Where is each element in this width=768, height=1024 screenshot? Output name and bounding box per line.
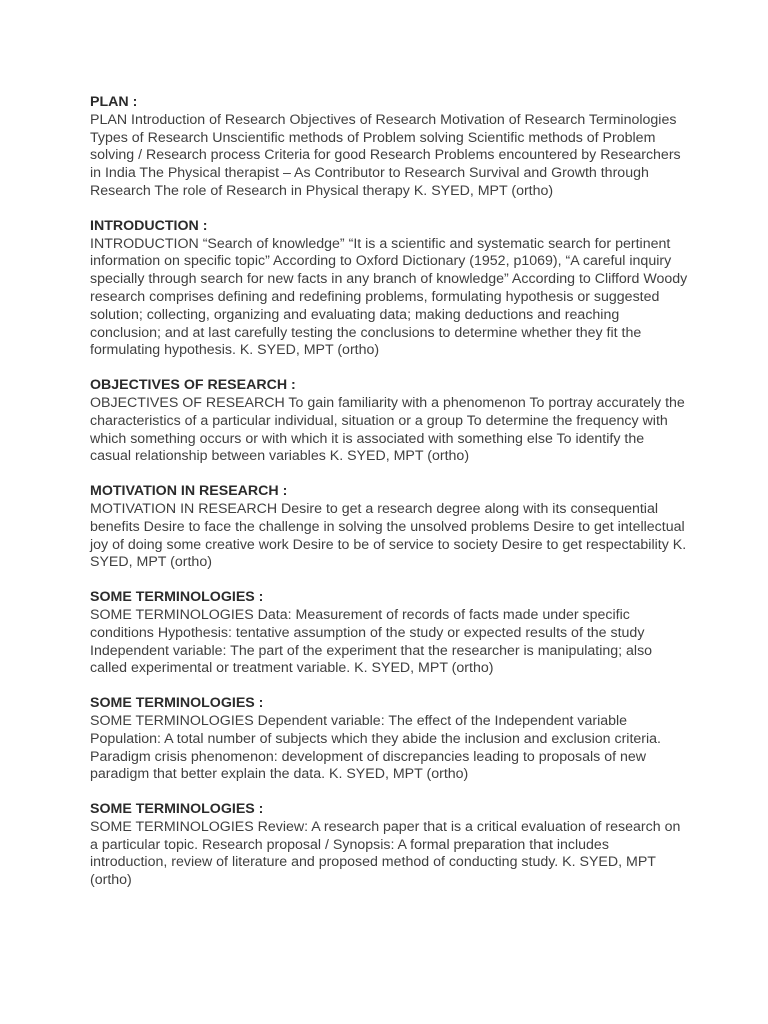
section-heading: SOME TERMINOLOGIES : <box>90 801 264 818</box>
section-heading: SOME TERMINOLOGIES : <box>90 589 264 606</box>
section-objectives <box>90 377 688 466</box>
section-terminologies-1 <box>90 589 688 678</box>
section-terminologies-2 <box>90 695 688 784</box>
section-heading: INTRODUCTION : <box>90 217 208 234</box>
section-heading: SOME TERMINOLOGIES : <box>90 695 264 712</box>
section-body: SOME TERMINOLOGIES Review: A research paper that is a critical evaluation of research on a particular topic. Research proposal / Synopsis: A formal preparation that includes introduction, review of literature and proposed method of conducting study. K. SYED, MPT (ortho) <box>90 818 681 889</box>
section-body: SOME TERMINOLOGIES Data: Measurement of records of facts made under specific conditions Hypothesis: tentative assumption of the study or expected results of the study Independent variable: The part of the experiment that the researcher is manipulating; also called experimental or treatment variable. K. SYED, MPT (ortho) <box>90 606 653 677</box>
section-body: PLAN Introduction of Research Objectives of Research Motivation of Research Terminologies Types of Research Unscientific methods of Problem solving Scientific methods of Problem solving / Research process Criteria for good Research Problems encountered by Researchers in India The Physical therapist – As Contributor to Research Survival and Growth through Research The role of Research in Physical therapy K. SYED, MPT (ortho) <box>90 111 681 199</box>
section-body: SOME TERMINOLOGIES Dependent variable: The effect of the Independent variable Population: A total number of subjects which they abide the inclusion and exclusion criteria. Paradigm crisis phenomenon: development of discrepancies leading to proposals of new paradigm that better explain the data. K. SYED, MPT (ortho) <box>90 712 661 783</box>
section-motivation <box>90 483 688 572</box>
section-heading: OBJECTIVES OF RESEARCH : <box>90 377 296 394</box>
section-terminologies-3 <box>90 801 688 890</box>
section-body: INTRODUCTION “Search of knowledge” “It is a scientific and systematic search for pertinent information on specific topic” According to Oxford Dictionary (1952, p1069), “A careful inquiry specially through search for new facts in any branch of knowledge” According to Clifford Woody research comprises defining and redefining problems, formulating hypothesis or suggested solution; collecting, organizing and evaluating data; making deductions and reaching conclusion; and at last carefully testing the conclusions to determine whether they fit the formulating hypothesis. K. SYED, MPT (ortho) <box>90 235 688 359</box>
section-body: MOTIVATION IN RESEARCH Desire to get a research degree along with its consequential benefits Desire to face the challenge in solving the unsolved problems Desire to get intellectual joy of doing some creative work Desire to be of service to society Desire to get respectability K. SYED, MPT (ortho) <box>90 500 687 571</box>
section-plan <box>90 94 688 201</box>
section-heading: PLAN : <box>90 94 138 110</box>
section-body: OBJECTIVES OF RESEARCH To gain familiarity with a phenomenon To portray accurately the characteristics of a particular individual, situation or a group To determine the frequency with which something occurs or with which it is associated with something else To identify the casual relationship between variables K. SYED, MPT (ortho) <box>90 394 685 465</box>
section-heading: MOTIVATION IN RESEARCH : <box>90 483 288 500</box>
section-introduction <box>90 218 688 360</box>
